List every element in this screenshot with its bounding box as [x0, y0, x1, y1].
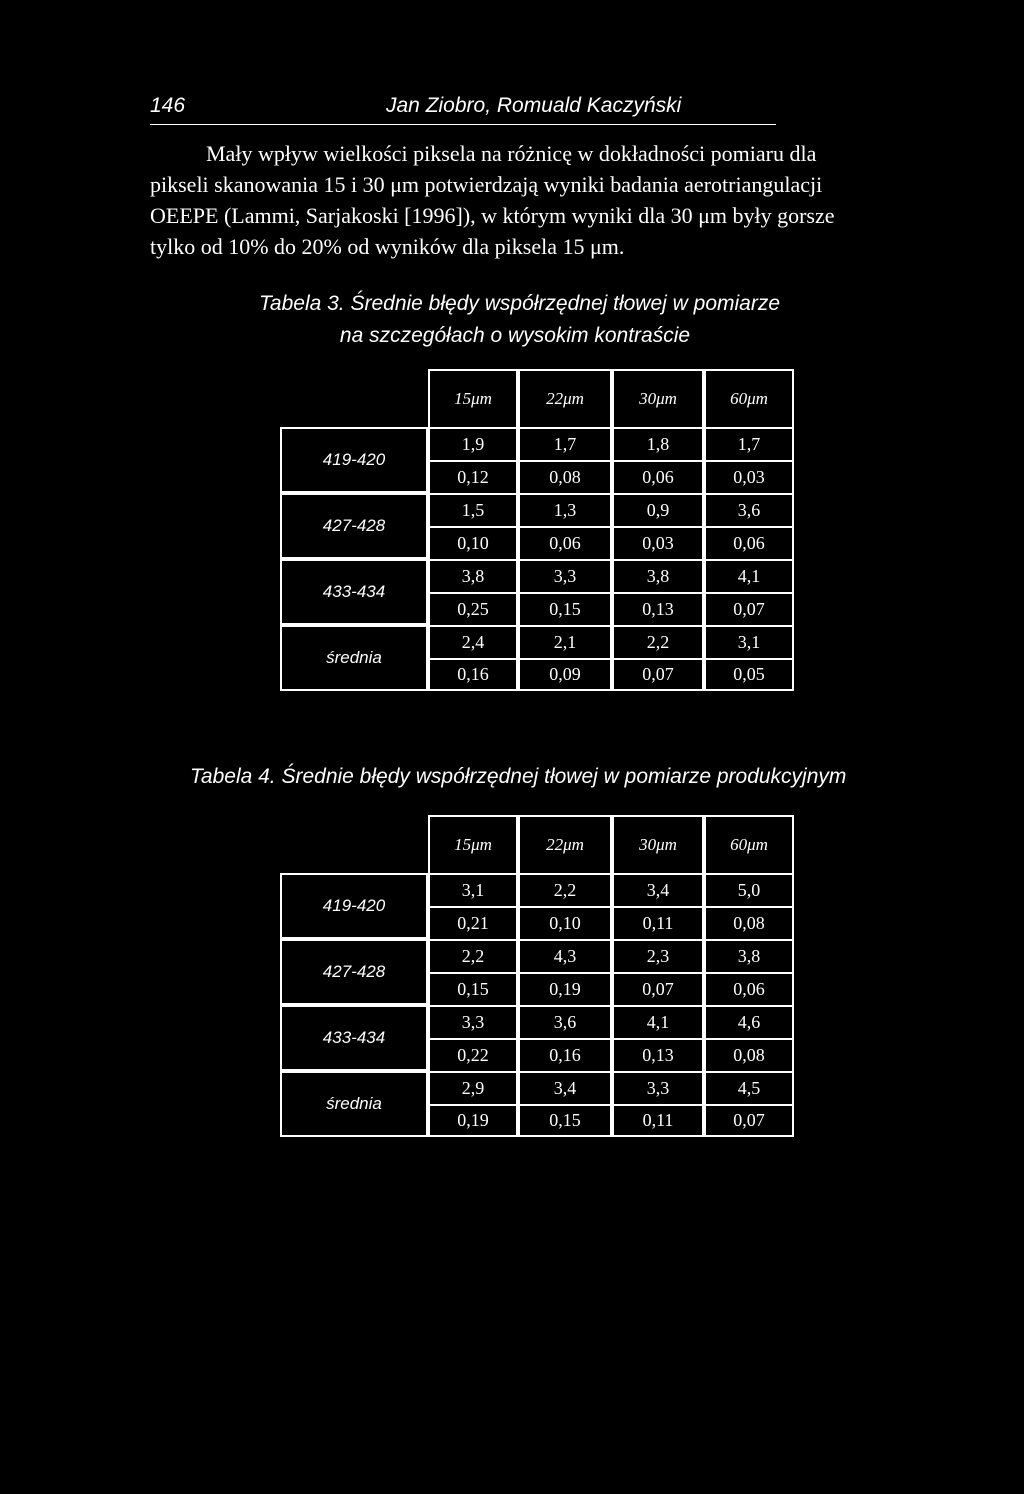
table-cell: 2,2 [428, 939, 518, 972]
row-label: 427-428 [280, 493, 428, 559]
table-cell: 0,16 [518, 1038, 612, 1071]
table-cell: 0,06 [612, 460, 704, 493]
table-cell: 0,03 [704, 460, 794, 493]
table-cell: 0,25 [428, 592, 518, 625]
table-cell: 0,16 [428, 658, 518, 691]
table-cell: 0,05 [704, 658, 794, 691]
table-cell: 0,06 [704, 972, 794, 1005]
table-cell: 0,10 [518, 906, 612, 939]
table3-caption-line2: na szczegółach o wysokim kontraście [339, 324, 691, 347]
column-header: 15μm [428, 815, 518, 873]
table-cell: 0,07 [704, 592, 794, 625]
row-label: 433-434 [280, 1005, 428, 1071]
table-cell: 0,15 [518, 1104, 612, 1137]
table-cell: 1,7 [518, 427, 612, 460]
table-cell: 1,9 [428, 427, 518, 460]
table-cell: 0,15 [428, 972, 518, 1005]
column-header: 30μm [612, 815, 704, 873]
table-cell: 0,22 [428, 1038, 518, 1071]
page-number: 146 [150, 94, 186, 117]
row-label: średnia [280, 1071, 428, 1137]
table-cell: 3,3 [518, 559, 612, 592]
table-cell: 0,06 [518, 526, 612, 559]
table-cell: 0,19 [428, 1104, 518, 1137]
table-cell: 0,03 [612, 526, 704, 559]
table-cell: 3,8 [612, 559, 704, 592]
table-cell: 2,4 [428, 625, 518, 658]
table-cell: 0,08 [518, 460, 612, 493]
column-header: 60μm [704, 815, 794, 873]
table-cell: 0,15 [518, 592, 612, 625]
table-cell: 0,9 [612, 493, 704, 526]
table-cell: 3,3 [428, 1005, 518, 1038]
table-cell: 0,09 [518, 658, 612, 691]
table-cell: 2,3 [612, 939, 704, 972]
column-header: 22μm [518, 815, 612, 873]
table-cell: 0,11 [612, 906, 704, 939]
table-cell: 0,07 [612, 972, 704, 1005]
table-cell: 0,08 [704, 1038, 794, 1071]
table-cell: 0,07 [704, 1104, 794, 1137]
paragraph-line: pikseli skanowania 15 i 30 μm potwierdzają wyniki badania aerotriangulacji [150, 172, 823, 197]
table-cell: 3,4 [518, 1071, 612, 1104]
table-cell: 2,2 [612, 625, 704, 658]
table-cell: 0,12 [428, 460, 518, 493]
table-cell: 3,8 [704, 939, 794, 972]
table-cell: 4,5 [704, 1071, 794, 1104]
table-cell: 2,1 [518, 625, 612, 658]
table-cell: 5,0 [704, 873, 794, 906]
table-cell: 1,7 [704, 427, 794, 460]
table-cell: 3,3 [612, 1071, 704, 1104]
paragraph-line: OEEPE (Lammi, Sarjakoski [1996]), w którym wyniki dla 30 μm były gorsze [150, 203, 835, 228]
table-cell: 3,6 [704, 493, 794, 526]
table-cell: 3,6 [518, 1005, 612, 1038]
row-label: 419-420 [280, 873, 428, 939]
column-header: 30μm [612, 369, 704, 427]
table-cell: 0,07 [612, 658, 704, 691]
body-paragraph [150, 138, 835, 262]
table-cell: 1,5 [428, 493, 518, 526]
table-cell: 4,3 [518, 939, 612, 972]
table-cell: 3,1 [704, 625, 794, 658]
table-cell: 0,13 [612, 1038, 704, 1071]
column-header: 22μm [518, 369, 612, 427]
table-cell: 3,4 [612, 873, 704, 906]
row-label: 419-420 [280, 427, 428, 493]
table-cell: 3,1 [428, 873, 518, 906]
table-cell: 2,2 [518, 873, 612, 906]
table-cell: 1,3 [518, 493, 612, 526]
table-cell: 0,08 [704, 906, 794, 939]
row-label: 433-434 [280, 559, 428, 625]
table3-caption-line1: Tabela 3. Średnie błędy współrzędnej tłowej w pomiarze [259, 292, 781, 315]
column-header: 60μm [704, 369, 794, 427]
table-cell: 0,11 [612, 1104, 704, 1137]
running-header [150, 92, 776, 125]
paragraph-line: tylko od 10% do 20% od wyników dla piksela 15 μm. [150, 234, 625, 259]
paragraph-line: Mały wpływ wielkości piksela na różnicę w dokładności pomiaru dla [206, 141, 817, 166]
column-header: 15μm [428, 369, 518, 427]
row-label: 427-428 [280, 939, 428, 1005]
table-cell: 4,1 [612, 1005, 704, 1038]
table-cell: 4,6 [704, 1005, 794, 1038]
table-cell: 0,10 [428, 526, 518, 559]
table4-caption: Tabela 4. Średnie błędy współrzędnej tłowej w pomiarze produkcyjnym [190, 765, 847, 788]
table-cell: 4,1 [704, 559, 794, 592]
table-cell: 3,8 [428, 559, 518, 592]
running-header-authors: Jan Ziobro, Romuald Kaczyński [386, 94, 682, 117]
table-cell: 0,06 [704, 526, 794, 559]
table-cell: 0,19 [518, 972, 612, 1005]
table-cell: 0,21 [428, 906, 518, 939]
row-label: średnia [280, 625, 428, 691]
table-cell: 2,9 [428, 1071, 518, 1104]
table-cell: 0,13 [612, 592, 704, 625]
table-cell: 1,8 [612, 427, 704, 460]
